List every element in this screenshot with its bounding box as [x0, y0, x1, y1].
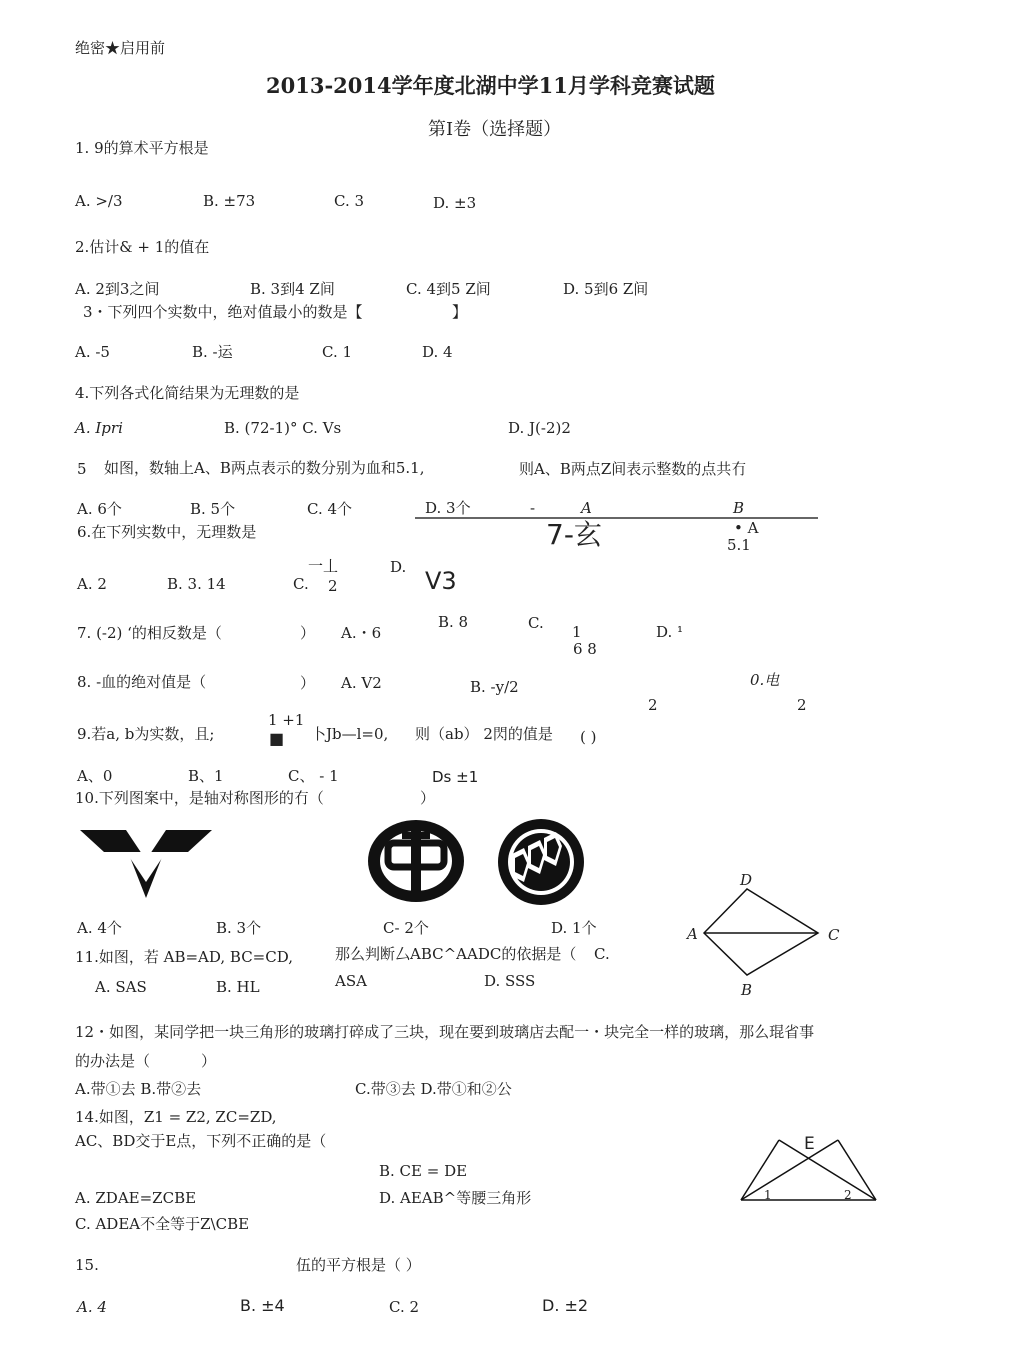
q2-stem: 2.估计& + 1的值在	[75, 238, 210, 256]
q6-option-d: D.	[390, 558, 407, 576]
q4-option-bc: B. (72-1)° C. Vs	[224, 419, 342, 437]
exam-title: 2013-2014学年度北湖中学11月学科竞赛试题	[266, 73, 715, 98]
q7-option-b: B. 8	[438, 613, 469, 631]
q14-stem-line1: 14.如图，Z1 = Z2, ZC=ZD,	[75, 1108, 277, 1126]
q3-option-c: C. 1	[322, 343, 353, 361]
q9-paren: ( )	[580, 728, 597, 746]
q12-paren: ）	[201, 1052, 217, 1070]
q2-option-c: C. 4到5 Z间	[406, 280, 491, 298]
number-line-label-b: B	[733, 499, 745, 517]
q6-stem: 6.在下列实数中，无理数是	[77, 523, 257, 541]
q6-option-c-denominator: 2	[328, 577, 338, 595]
q7-option-a: A.・6	[341, 624, 382, 642]
q12-stem-line1: 12・如图，某同学把一块三角形的玻璃打碎成了三块，现在要到玻璃店去配一・块完全一样的玻璃，那么琨省事	[75, 1023, 815, 1041]
q7-option-c-denominator: 6 8	[573, 640, 597, 658]
q15-option-c: C. 2	[389, 1298, 420, 1316]
q10-option-b: B. 3个	[216, 919, 262, 937]
q1-option-b: B. ±73	[203, 192, 256, 210]
q10-stem: 10.下列图案中，是轴对称图形的冇（	[75, 789, 324, 807]
q1-option-c: C. 3	[334, 192, 365, 210]
q15-number: 15.	[75, 1256, 99, 1274]
q11-label-c: C	[828, 926, 840, 944]
q3-stem: 3・下列四个实数中，绝对值最小的数是【	[83, 303, 363, 321]
q5-number: 5	[77, 460, 87, 478]
q7-option-c: C.	[528, 614, 544, 632]
q11-label-b: B	[741, 981, 753, 999]
q8-stem: 8. -血的绝对值是（	[77, 673, 207, 691]
q9-option-c: C、 - 1	[288, 767, 339, 785]
q1-stem: 1. 9的算术平方根是	[75, 139, 209, 157]
q9-square: ■	[269, 729, 285, 748]
q11-label-d: D	[740, 871, 753, 889]
q5-option-d: D. 3个	[425, 499, 471, 517]
number-line-value: 5.1	[727, 536, 751, 554]
q5-option-a: A. 6个	[77, 500, 122, 518]
section-title: 第I卷（选择题）	[428, 119, 562, 140]
q8-option-d: 0.电	[750, 671, 780, 689]
q3-option-b: B. -运	[192, 343, 233, 361]
q11-question: 那么判断厶ABC^AADC的依据是（	[335, 945, 577, 963]
q14-option-b: B. CE = DE	[379, 1162, 468, 1180]
q9-question: 则（ab） 2閃的值是	[415, 725, 553, 743]
q7-option-c-numerator: 1	[572, 623, 582, 641]
q12-options-cd: C.带③去 D.带①和②公	[355, 1080, 512, 1098]
q12-options-ab: A.带①去 B.带②去	[75, 1080, 202, 1098]
q1-option-a: A. >/3	[75, 192, 123, 210]
q11-label-a: A	[687, 925, 698, 943]
q2-option-a: A. 2到3之间	[75, 280, 160, 298]
q11-option-d: D. SSS	[484, 972, 536, 990]
q7-option-d: D. ¹	[656, 623, 684, 641]
q14-label-e: E	[804, 1134, 815, 1154]
q8-paren: ）	[300, 674, 316, 692]
q3-option-a: A. -5	[75, 343, 110, 361]
q14-option-d: D. AEAB^等腰三角形	[379, 1189, 532, 1207]
q3-option-d: D. 4	[422, 343, 453, 361]
q6-option-c: C.	[293, 575, 309, 593]
q11-option-c-tail: C.	[594, 945, 610, 963]
q14-angle-2: 2	[844, 1188, 852, 1202]
q14-stem-line2: AC、BD交于E点，下列不正确的是（	[75, 1132, 327, 1150]
number-line-dash: -	[530, 499, 536, 517]
q4-stem: 4.下列各式化简结果为无理数的是	[75, 384, 300, 402]
q9-option-a: A、0	[77, 767, 113, 785]
q8-option-b: B. -y/2	[470, 678, 519, 696]
q7-paren: ）	[300, 624, 316, 642]
q5-stem: 如图，数轴上A、B两点表示的数分别为血和5.1,	[104, 459, 425, 477]
q15-stem: 伍的平方根是（ ）	[296, 1256, 421, 1274]
q15-option-a: A. 4	[77, 1298, 107, 1316]
q5-option-c: C. 4个	[307, 500, 353, 518]
q6-option-d-value: V3	[425, 567, 457, 595]
q14-angle-1: 1	[764, 1188, 772, 1202]
q8-denominator-1: 2	[648, 696, 658, 714]
q6-option-c-numerator: 一丄	[308, 557, 339, 575]
q11-option-c: ASA	[335, 972, 367, 990]
number-line-label-a: A	[581, 499, 592, 517]
q10-option-d: D. 1个	[551, 919, 597, 937]
q11-option-a: A. SAS	[95, 978, 147, 996]
q10-option-a: A. 4个	[77, 919, 122, 937]
q7-stem: 7. (-2) ‘的相反数是（	[77, 624, 222, 642]
q14-option-a: A. ZDAE=ZCBE	[75, 1189, 197, 1207]
q6-option-b: B. 3. 14	[167, 575, 226, 593]
q14-option-c: C. ADEA不全等于Z\CBE	[75, 1215, 250, 1233]
q6-option-a: A. 2	[77, 575, 107, 593]
q10-option-c: C- 2个	[383, 919, 429, 937]
q5-stem-tail: 则A、B两点Z间表示整数的点共冇	[519, 460, 747, 478]
q9-option-d: Ds ±1	[432, 768, 479, 786]
q8-option-a: A. V2	[341, 674, 382, 692]
q4-option-a: A. Ipri	[75, 419, 123, 437]
q10-paren: ）	[420, 789, 436, 807]
number-line-scan-artifact: 7-玄	[546, 518, 602, 551]
q15-option-d: D. ±2	[542, 1296, 589, 1315]
confidential-mark: 绝密★启用前	[75, 39, 166, 57]
q15-option-b: B. ±4	[240, 1296, 285, 1315]
q12-stem-line2: 的办法是（	[75, 1052, 151, 1070]
q3-bracket: 】	[452, 303, 468, 321]
q5-option-b: B. 5个	[190, 500, 236, 518]
q9-mid: 卜Jb—l=0,	[311, 725, 389, 743]
q8-denominator-2: 2	[797, 696, 807, 714]
q9-option-b: B、1	[188, 767, 224, 785]
q11-option-b: B. HL	[216, 978, 260, 996]
q2-option-d: D. 5到6 Z间	[563, 280, 649, 298]
q9-fraction-top: 1 +1	[268, 711, 305, 729]
q1-option-d: D. ±3	[433, 194, 477, 212]
q9-stem: 9.若a, b为实数，且;	[77, 725, 215, 743]
q11-stem: 11.如图，若 AB=AD, BC=CD,	[75, 948, 293, 966]
number-line-point-a: • A	[734, 519, 759, 537]
q4-option-d: D. J(-2)2	[508, 419, 571, 437]
q2-option-b: B. 3到4 Z间	[250, 280, 335, 298]
